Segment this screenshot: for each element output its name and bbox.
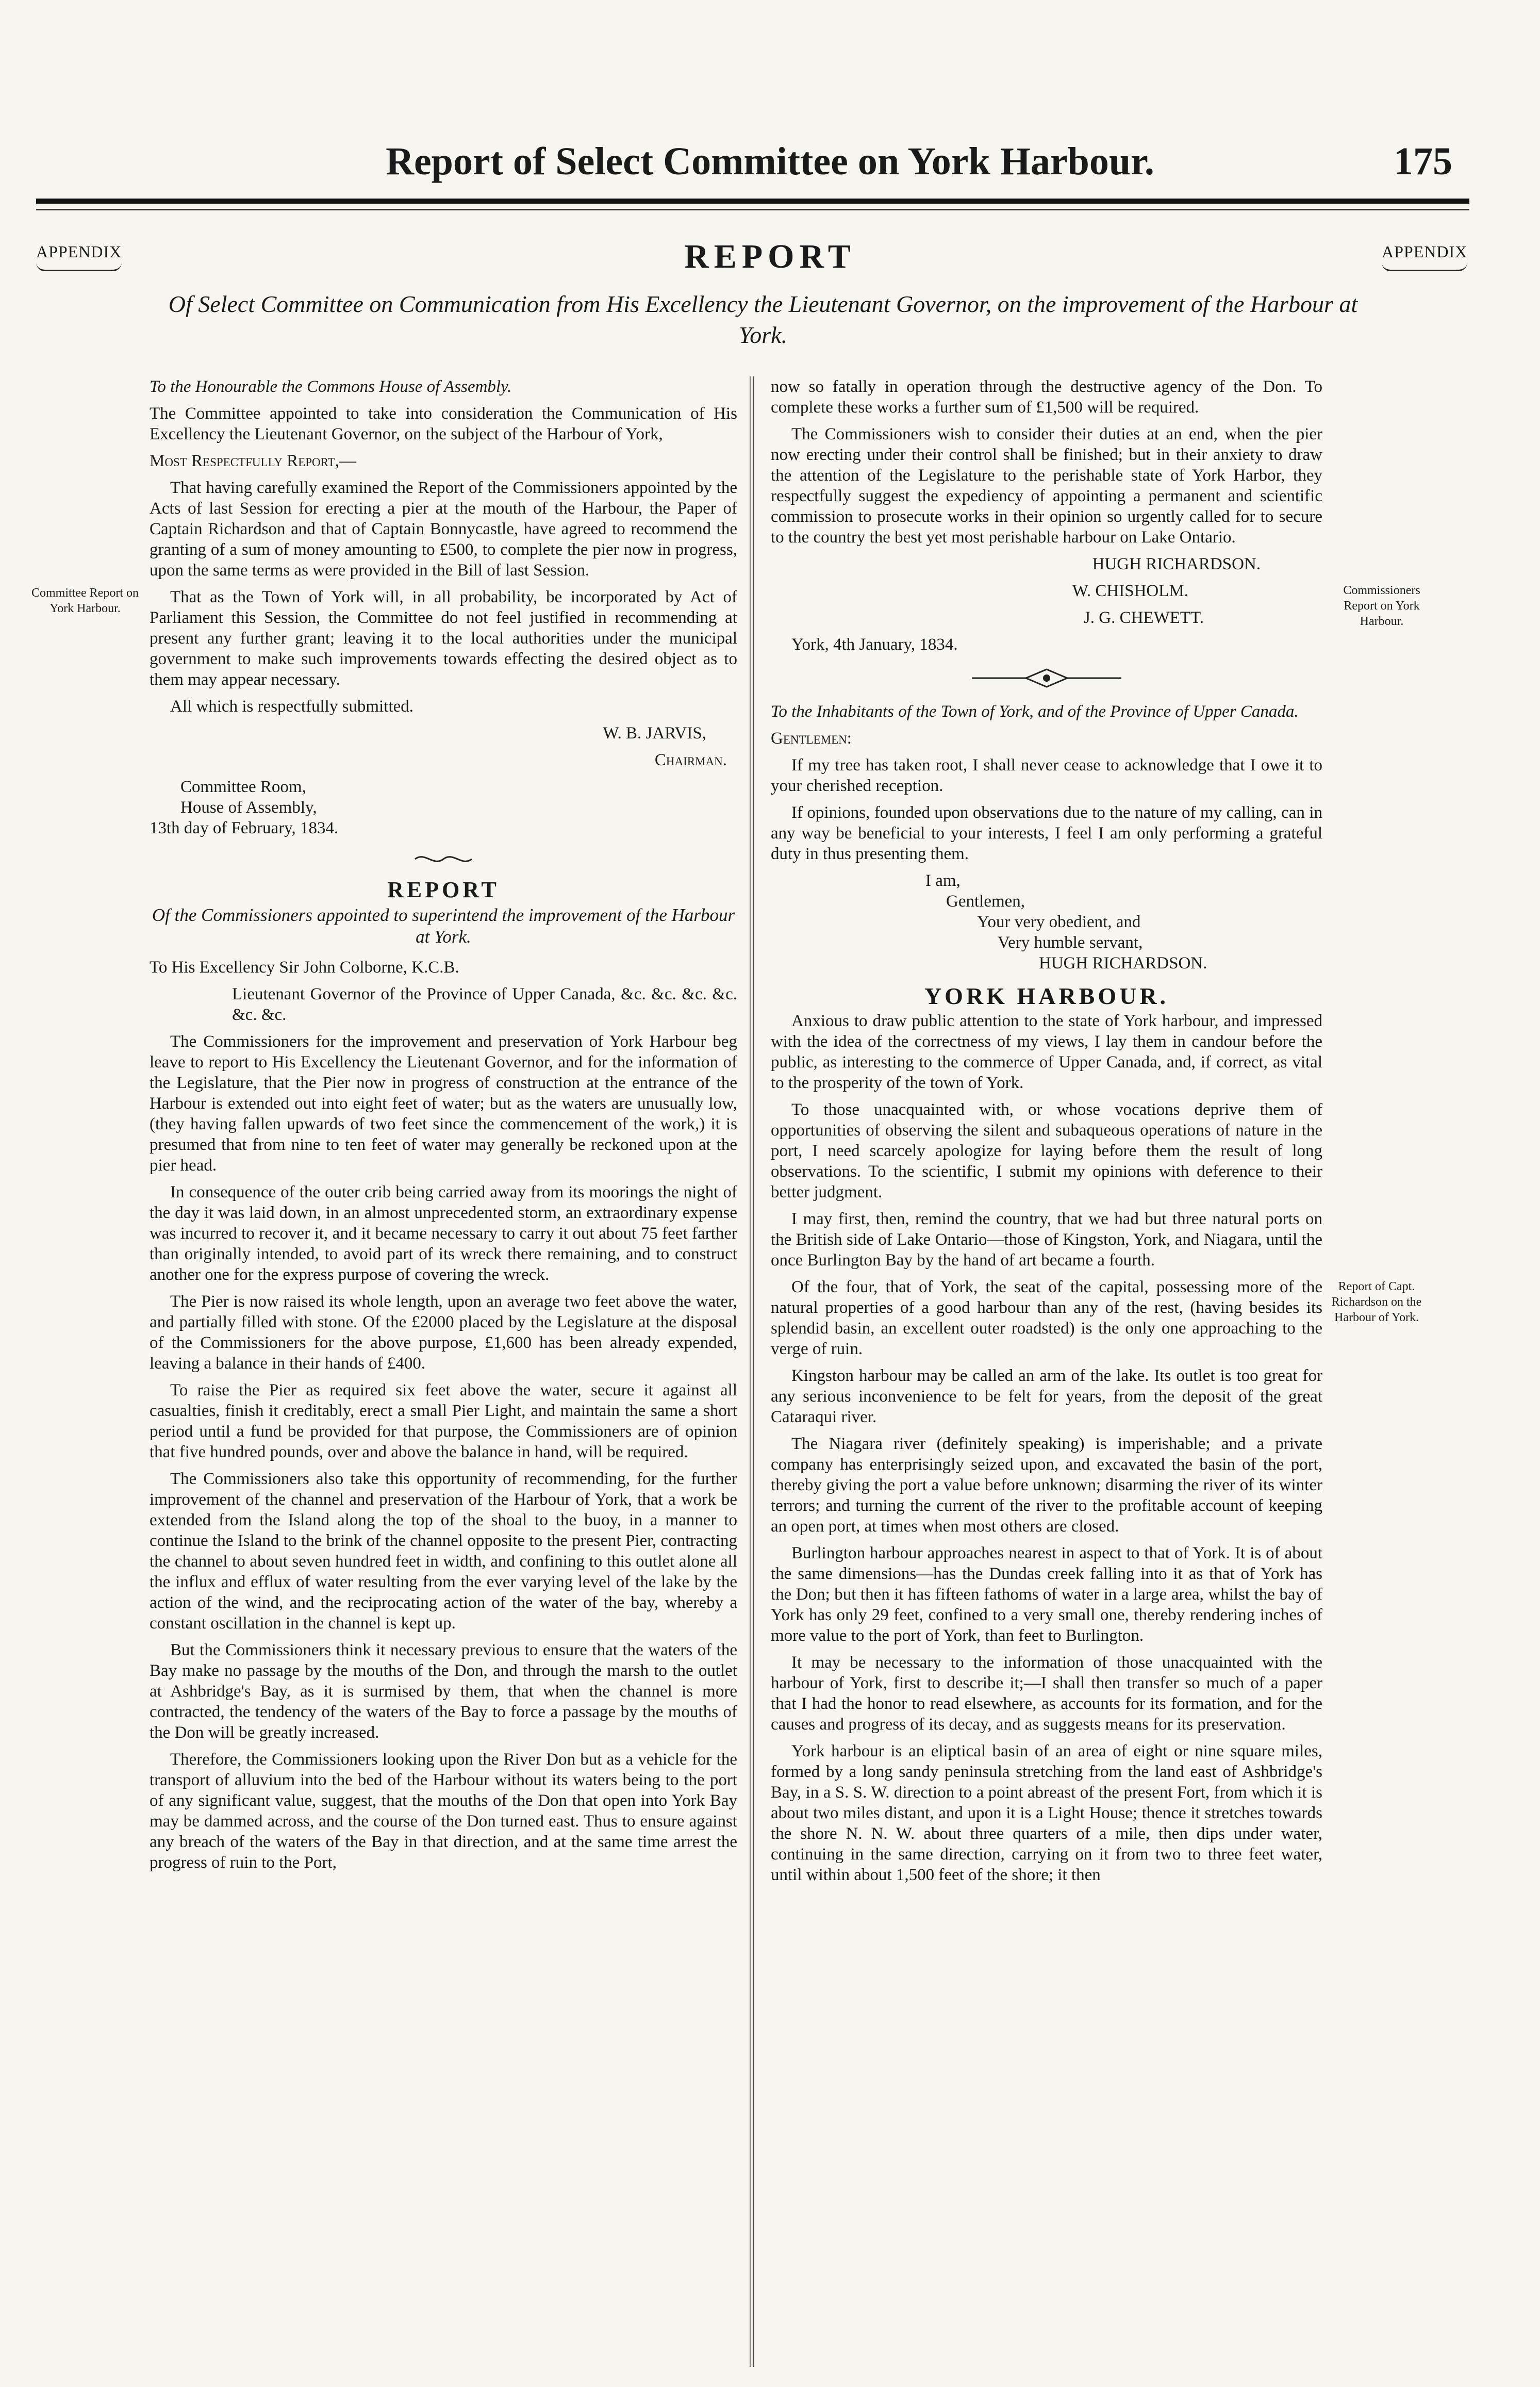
letter-paragraph-1: If my tree has taken root, I shall never cease to acknowledge that I owe it to your cherished reception. <box>771 756 1322 795</box>
column-rule-inner <box>750 376 751 2367</box>
signature-name: W. B. JARVIS, <box>603 724 706 743</box>
york-paragraph-3: I may first, then, remind the country, that we had but three natural ports on the British side of Lake Ontario—those of Kingston, York, and Niagara, until the once Burlington Bay by the hand of art became a fourth. <box>771 1210 1322 1270</box>
commissioners-paragraph-3: The Pier is now raised its whole length, upon an average two feet above the water, and partially filled with stone. Of the £2000 placed by the Legislature at the disposal of the Commissioners for the above purpose, £1,600 has been already expended, leaving a balance in their hands of £400. <box>150 1292 737 1373</box>
ornament-divider <box>969 665 1124 691</box>
commissioners-paragraph-6: But the Commissioners think it necessary previous to ensure that the waters of the Bay make no passage by the mouths of the Don, and through the marsh to the outlet at Ashbridge's Bay, as it is surmised by them, that when the channel is more contracted, the tendency of the waters of the Bay to force a passage by the mouths of the Don will be greatly increased. <box>150 1641 737 1742</box>
report-subtitle: Of Select Committee on Communication from His Excellency the Lieutenant Governor, on the improvement of the Harbour at York. <box>168 291 1358 348</box>
report2-subtitle: Of the Commissioners appointed to superintend the improvement of the Harbour at York. <box>152 905 735 947</box>
york-paragraph-6: The Niagara river (definitely speaking) is imperishable; and a private company has enterprisingly seized upon, and excavated the basin of the port, thereby giving the port a value before unknown; disarming the river of its winter terrors; and turning the current of the river to the profitable account of keeping an open port, at times when most others are closed. <box>771 1435 1322 1536</box>
york-paragraph-4: Of the four, that of York, the seat of the capital, possessing more of the natural properties of a good harbour than any of the rest, (having besides its splendid basin, an excellent outer roadsted) is the only one approaching to the verge of ruin. <box>771 1278 1322 1358</box>
margin-note-commissioners: Commissioners Report on York Harbour. <box>1343 584 1420 628</box>
commissioners-paragraph-4: To raise the Pier as required six feet above the water, secure it against all casualties, finish it creditably, erect a small Pier Light, and maintain the same a short period until a fund be provided for that purpose, the Commissioners are of opinion that five hundred pounds, over and above the balance in hand, will be required. <box>150 1381 737 1461</box>
committee-paragraph-3: All which is respectfully submitted. <box>170 697 414 716</box>
closing-1: I am, <box>925 871 961 890</box>
signatory-1: HUGH RICHARDSON. <box>1092 555 1261 573</box>
continuation-paragraph: now so fatally in operation through the destructive agency of the Don. To complete these works a further sum of £1,500 will be required. <box>771 377 1322 417</box>
york-paragraph-2: To those unacquainted with, or whose vocations deprive them of opportunities of observing the silent and subaqueous operations of nature in the port, I need scarcely apologize for laying before them the result of long observations. To the scientific, I submit my opinions with deference to their better judgment. <box>771 1100 1322 1201</box>
right-column <box>771 376 1322 1891</box>
york-paragraph-5: Kingston harbour may be called an arm of the lake. Its outlet is too great for any serious inconvenience to be felt for years, from the deposit of the great Cataraqui river. <box>771 1367 1322 1426</box>
york-paragraph-7: Burlington harbour approaches nearest in aspect to that of York. It is of about the same dimensions—has the Dundas creek falling into it as that of York has the Don; but then it has fifteen fathoms of water in a large area, whilst the bay of York has only 29 feet, confined to a very small one, thereby rendering inches of more value to the port of York, than feet to Burlington. <box>771 1544 1322 1645</box>
running-header <box>0 119 1540 186</box>
signatory-2: W. CHISHOLM. <box>1072 582 1188 600</box>
to-inhabitants: To the Inhabitants of the Town of York, and of the Province of Upper Canada. <box>771 702 1299 721</box>
committee-room-block <box>150 777 737 838</box>
signatory-3: J. G. CHEWETT. <box>1083 608 1204 627</box>
york-paragraph-8: It may be necessary to the information of those unacquainted with the harbour of York, first to describe it;—I shall then transfer so much of a paper that I had the honor to read elsewhere, as accounts for its formation, and for the causes and progress of its decay, and as suggests means for its preservation. <box>771 1653 1322 1734</box>
page-number: 175 <box>1394 140 1452 183</box>
closing-2: Gentlemen, <box>946 892 1025 911</box>
report2-heading: REPORT <box>387 877 500 902</box>
margin-note-richardson: Report of Capt. Richardson on the Harbour of York. <box>1331 1280 1422 1324</box>
york-paragraph-9: York harbour is an eliptical basin of an area of eight or nine square miles, formed by a long sandy peninsula stretching from the land east of Ashbridge's Bay, in a S. S. W. direction to a point abreast of the present Fort, from which it is about two miles distant, and upon it is a Light House; thence it stretches towards the shore N. N. W. about three quarters of a mile, then dips under water, continuing in the same direction, carrying on it from two to three feet water, until within about 1,500 feet of the shore; it then <box>771 1742 1322 1884</box>
closing-3: Your very obedient, and <box>977 913 1141 931</box>
york-paragraph-1: Anxious to draw public attention to the state of York harbour, and impressed with the idea of the correctness of my views, I lay them in candour before the public, as interesting to the commerce of Upper Canada, and, if correct, as vital to the prosperity of the town of York. <box>771 1012 1322 1092</box>
place-line-2: House of Assembly, <box>180 798 317 817</box>
appendix-left-label: APPENDIX <box>36 242 122 261</box>
intro-paragraph: The Committee appointed to take into consideration the Communication of His Excellency the Lieutenant Governor, on the subject of the Harbour of York, <box>150 404 737 443</box>
commissioners-paragraph-2: In consequence of the outer crib being carried away from its moorings the night of the day it was laid down, in an almost unprecedented storm, an extraordinary expense was incurred to recover it, and it became necessary to carry it out about 75 feet farther than originally intended, to avoid part of its wreck there remaining, and to construct another one for the express purpose of covering the wreck. <box>150 1183 737 1284</box>
committee-paragraph-1: That having carefully examined the Report of the Commissioners appointed by the Acts of last Session for erecting a pier at the mouth of the Harbour, the Paper of Captain Richardson and that of Captain Bonnycastle, have agreed to recommend the granting of a sum of money amounting to £500, to complete the pier now in progress, upon the same terms as were provided in the Bill of last Session. <box>150 479 737 580</box>
commissioners-paragraph-5: The Commissioners also take this opportunity of recommending, for the further improvement of the channel and preservation of the Harbour of York, that a work be extended from the Island along the top of the shoal to the buoy, in a manner to continue the Island to the brink of the channel opposite to the present Pier, contracting the channel to about seven hundred feet in width, and confining to this outlet alone all the influx and efflux of water resulting from the ever varying level of the lake by the action of the wind, and the reciprocating action of the water of the bay, whereby a constant oscillation in the channel is kept up. <box>150 1470 737 1633</box>
report-date: York, 4th January, 1834. <box>791 635 958 654</box>
salutation: Gentlemen: <box>771 729 852 748</box>
header-title: Report of Select Committee on York Harbour. <box>386 140 1154 183</box>
york-harbour-heading: YORK HARBOUR. <box>924 983 1169 1009</box>
letter-paragraph-2: If opinions, founded upon observations due to the nature of my calling, can in any way be beneficial to your interests, I feel I am only performing a grateful duty in thus presenting them. <box>771 803 1322 863</box>
ornament-flourish <box>412 849 474 869</box>
to-his-excellency: To His Excellency Sir John Colborne, K.C.B. <box>150 958 459 977</box>
header-rule-thin <box>36 209 1469 210</box>
closing-4: Very humble servant, <box>998 933 1143 952</box>
commissioners-paragraph-1: The Commissioners for the improvement and preservation of York Harbour beg leave to report to His Excellency the Lieutenant Governor, and for the information of the Legislature, that the Pier now in progress of construction at the entrance of the Harbour is extended out into eight feet of water; but as the waters are unusually low, (they having fallen upwards of two feet since the commencement of the work,) it is presumed that from nine to ten feet of water may generally be reckoned upon at the pier head. <box>150 1032 737 1175</box>
report-heading: REPORT <box>684 238 856 275</box>
commissioners-paragraph-7: Therefore, the Commissioners looking upon the River Don but as a vehicle for the transport of alluvium into the bed of the Harbour without its waters being to the port of any significant value, suggest, that the mouths of the Don that open into York Bay may be dammed across, and the course of the Don turned east. Thus to ensure against any breach of the waters of the Bay in that direction, and at the same time arrest the progress of ruin to the Port, <box>150 1750 737 1872</box>
place-line-1: Committee Room, <box>180 778 306 796</box>
place-line-3: 13th day of February, 1834. <box>150 819 339 837</box>
address-line: To the Honourable the Commons House of Assembly. <box>150 377 512 396</box>
most-respectfully: Most Respectfully Report,— <box>150 452 356 470</box>
left-column <box>150 376 737 1879</box>
signature-title: Chairman. <box>654 751 727 769</box>
header-rule <box>36 199 1469 204</box>
margin-note-committee: Committee Report on York Harbour. <box>31 586 139 615</box>
committee-paragraph-2: That as the Town of York will, in all probability, be incorporated by Act of Parliament this Session, the Committee do not feel justified in recommending at present any further grant; leaving it to the local authorities under the municipal government to make such improvements towards effecting the desired object as to them may appear necessary. <box>150 588 737 689</box>
column-rule <box>753 376 754 2367</box>
commissioners-closing: The Commissioners wish to consider their duties at an end, when the pier now erecting under their control shall be finished; but in their anxiety to draw the attention of the Legislature to the perishable state of York Harbor, they respectfully suggest the expediency of appointing a permanent and scientific commission to prosecute works in their opinion so urgently called for to secure to the country the best yet most perishable harbour on Lake Ontario. <box>771 425 1322 547</box>
to-lieutenant-governor: Lieutenant Governor of the Province of Upper Canada, &c. &c. &c. &c. &c. &c. <box>232 985 737 1024</box>
appendix-right-label: APPENDIX <box>1382 242 1468 261</box>
closing-signature: HUGH RICHARDSON. <box>1039 954 1207 973</box>
